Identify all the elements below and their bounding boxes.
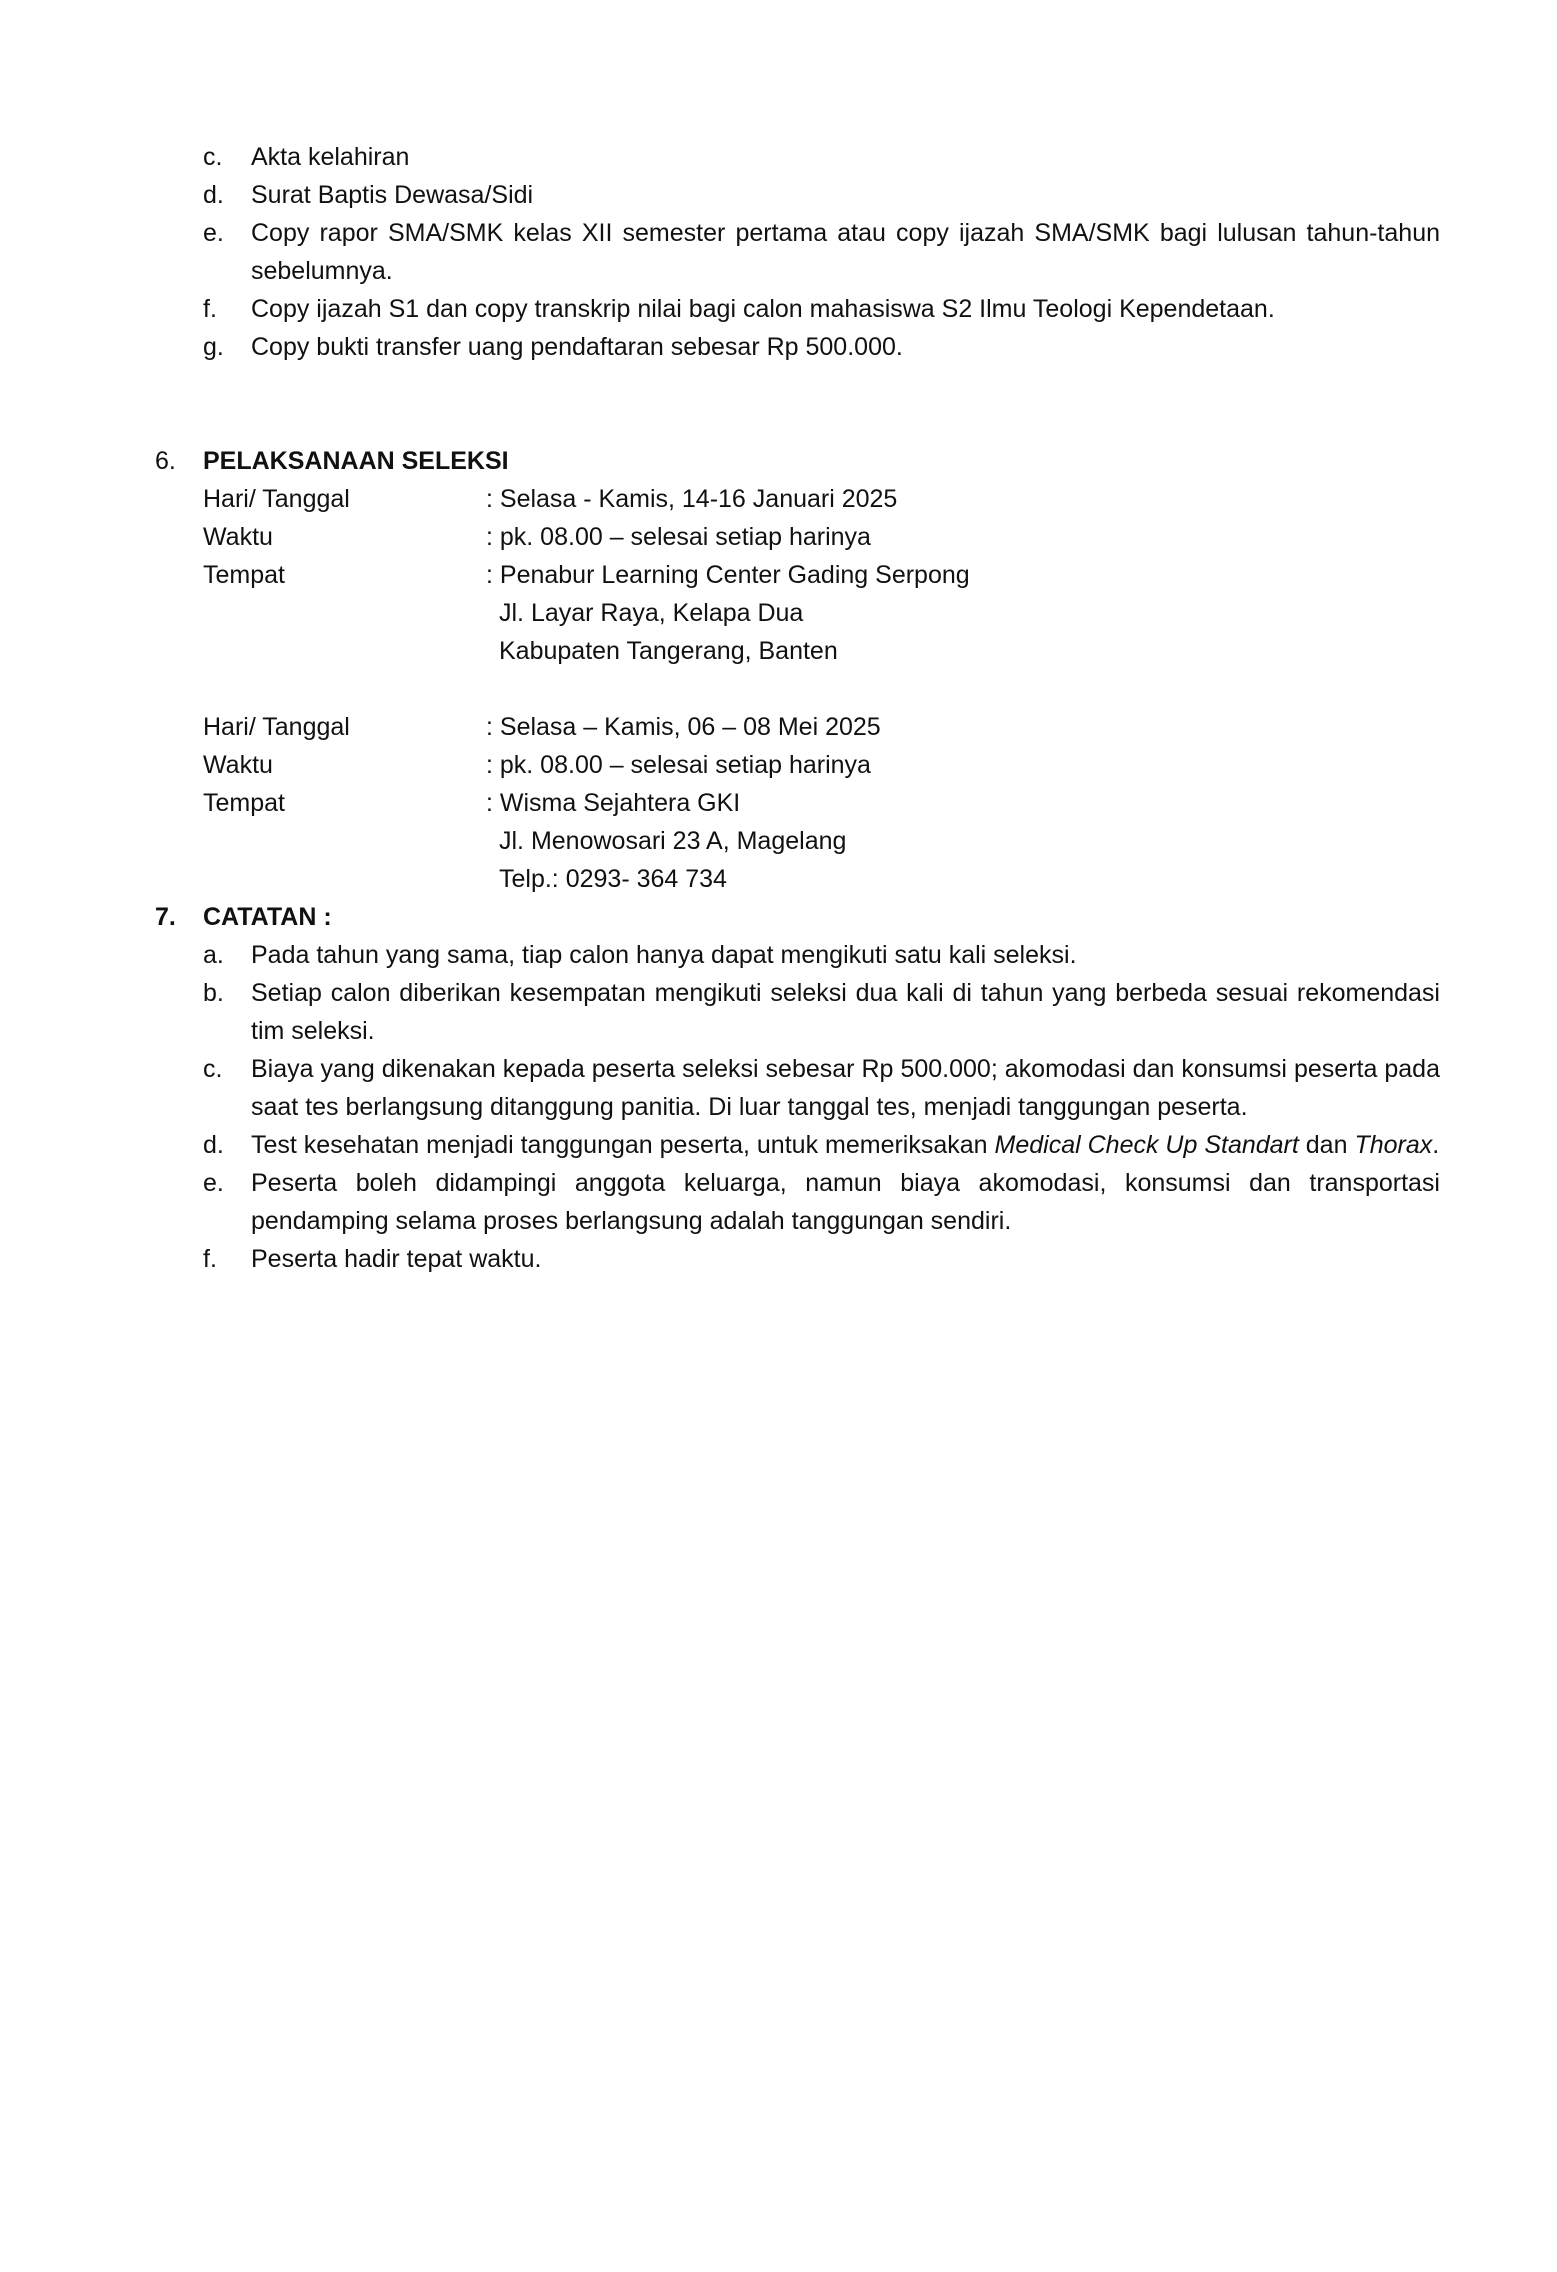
list-text: Pada tahun yang sama, tiap calon hanya dapat mengikuti satu kali seleksi. xyxy=(251,941,1077,969)
list-marker: c. xyxy=(203,143,223,171)
time-value: : pk. 08.00 – selesai setiap harinya xyxy=(486,523,871,551)
list-item xyxy=(203,1050,1440,1126)
list-marker: f. xyxy=(203,1245,217,1273)
section-number: 7. xyxy=(155,903,176,931)
date-label: Hari/ Tanggal xyxy=(203,485,350,513)
list-text: Copy ijazah S1 dan copy transkrip nilai bagi calon mahasiswa S2 Ilmu Teologi Kependetaan. xyxy=(251,295,1275,323)
list-text: Copy rapor SMA/SMK kelas XII semester pertama atau copy ijazah SMA/SMK bagi lulusan tahun-tahun sebelumnya. xyxy=(251,219,1440,285)
section-title: CATATAN : xyxy=(203,903,332,931)
list-item xyxy=(203,1126,1440,1164)
section-title: PELAKSANAAN SELEKSI xyxy=(203,447,509,475)
date-label: Hari/ Tanggal xyxy=(203,713,350,741)
place-value: : Wisma Sejahtera GKI xyxy=(486,789,741,817)
time-value: : pk. 08.00 – selesai setiap harinya xyxy=(486,751,871,779)
session1-address-line: Jl. Layar Raya, Kelapa Dua xyxy=(499,599,804,627)
session2-address-line: Jl. Menowosari 23 A, Magelang xyxy=(499,827,847,855)
list-marker: e. xyxy=(203,1169,224,1197)
text-segment: . xyxy=(1432,1131,1440,1159)
list-marker: g. xyxy=(203,333,224,361)
session1-address-line: Kabupaten Tangerang, Banten xyxy=(499,637,838,665)
time-label: Waktu xyxy=(203,751,273,779)
list-item xyxy=(203,1240,1440,1278)
list-item xyxy=(203,936,1440,974)
list-item xyxy=(203,176,1440,214)
list-text: Surat Baptis Dewasa/Sidi xyxy=(251,181,534,209)
list-text: Peserta boleh didampingi anggota keluarga, namun biaya akomodasi, konsumsi dan transportasi pendamping selama proses berlangsung adalah tanggungan sendiri. xyxy=(251,1169,1440,1235)
list-item xyxy=(203,138,1440,176)
list-item xyxy=(203,1164,1440,1240)
list-item xyxy=(203,290,1440,328)
list-item xyxy=(203,328,1440,366)
list-text xyxy=(251,1126,1440,1164)
italic-term: Medical Check Up Standart xyxy=(994,1131,1299,1159)
text-segment: dan xyxy=(1298,1131,1355,1159)
list-text: Setiap calon diberikan kesempatan mengikuti seleksi dua kali di tahun yang berbeda sesuai rekomendasi tim seleksi. xyxy=(251,979,1440,1045)
list-text: Biaya yang dikenakan kepada peserta seleksi sebesar Rp 500.000; akomodasi dan konsumsi peserta pada saat tes berlangsung ditanggung panitia. Di luar tanggal tes, menjadi tanggungan peserta. xyxy=(251,1055,1440,1121)
list-marker: d. xyxy=(203,181,224,209)
list-text: Copy bukti transfer uang pendaftaran sebesar Rp 500.000. xyxy=(251,333,903,361)
place-label: Tempat xyxy=(203,561,285,589)
list-text: Peserta hadir tepat waktu. xyxy=(251,1245,542,1273)
list-text: Akta kelahiran xyxy=(251,143,410,171)
list-marker: f. xyxy=(203,295,217,323)
italic-term: Thorax xyxy=(1354,1131,1433,1159)
list-marker: c. xyxy=(203,1055,223,1083)
section-number: 6. xyxy=(155,447,176,475)
list-marker: e. xyxy=(203,219,224,247)
place-value: : Penabur Learning Center Gading Serpong xyxy=(486,561,970,589)
date-value: : Selasa - Kamis, 14-16 Januari 2025 xyxy=(486,485,898,513)
text-segment: Test kesehatan menjadi tanggungan peserta, untuk memeriksakan xyxy=(251,1131,995,1159)
list-marker: b. xyxy=(203,979,224,1007)
time-label: Waktu xyxy=(203,523,273,551)
date-value: : Selasa – Kamis, 06 – 08 Mei 2025 xyxy=(486,713,881,741)
list-marker: a. xyxy=(203,941,224,969)
list-marker: d. xyxy=(203,1131,224,1159)
place-label: Tempat xyxy=(203,789,285,817)
list-item xyxy=(203,214,1440,290)
list-item xyxy=(203,974,1440,1050)
session2-phone-line: Telp.: 0293- 364 734 xyxy=(499,865,727,893)
